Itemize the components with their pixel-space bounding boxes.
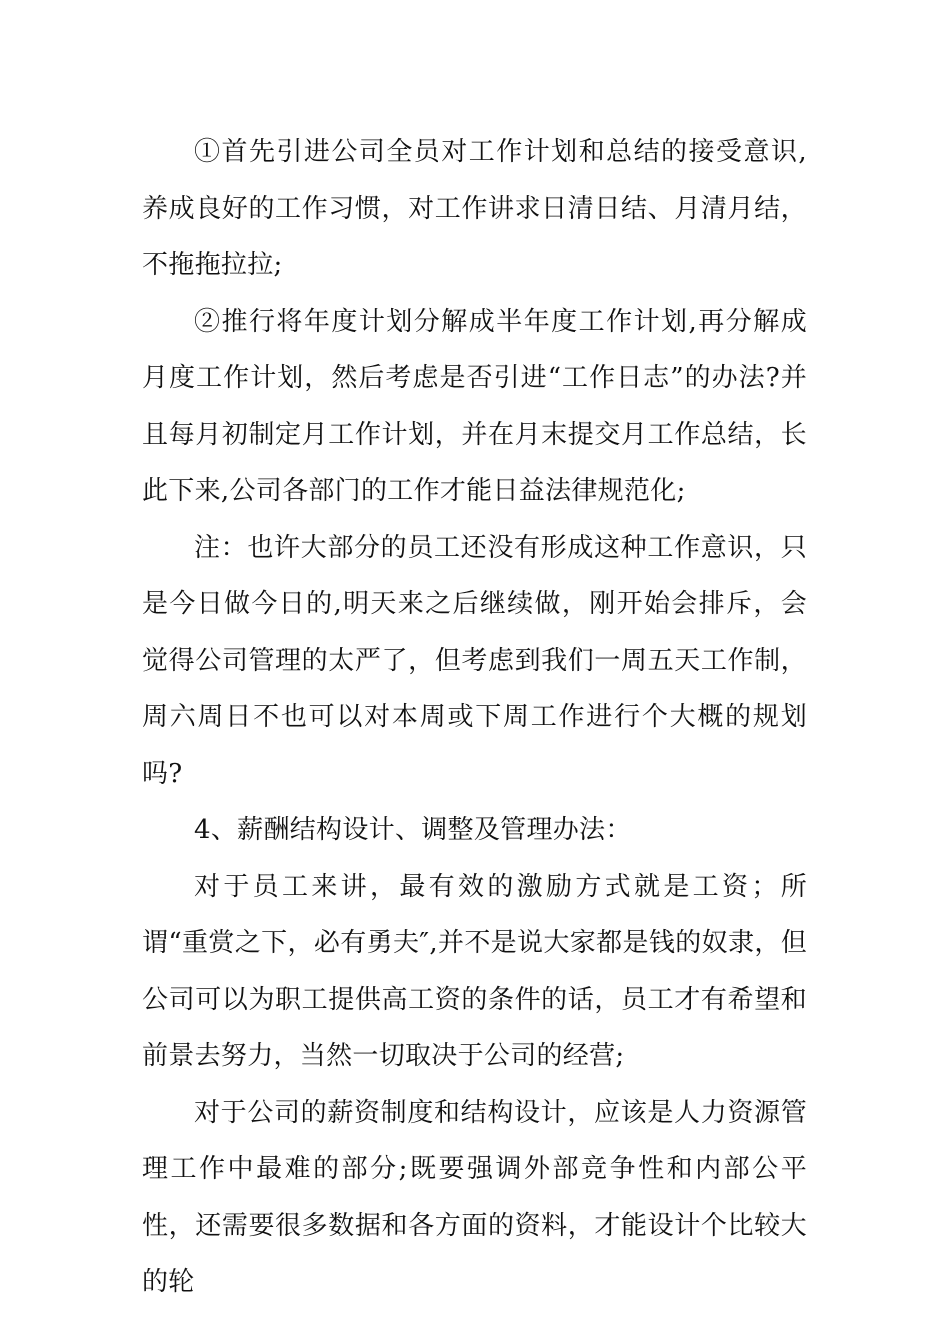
section-heading-salary: 4、薪酬结构设计、调整及管理办法： xyxy=(194,815,632,845)
paragraph-note: 注：也许大部分的员工还没有形成这种工作意识，只是今日做今日的,明天来之后继续做，刚开始会排斥，会觉得公司管理的太严了，但考虑到我们一周五天工作制，周六周日不也可以对本周或下周工作进行个大概的规划吗? xyxy=(142,532,807,789)
document-body xyxy=(142,124,807,1311)
paragraph-plan-breakdown: ②推行将年度计划分解成半年度工作计划,再分解成月度工作计划，然后考虑是否引进“工作日志”的办法?并且每月初制定月工作计划，并在月末提交月工作总结，长此下来,公司各部门的工作才能日益法律规范化; xyxy=(142,306,807,506)
paragraph-plan-awareness: ①首先引进公司全员对工作计划和总结的接受意识,养成良好的工作习惯，对工作讲求日清日结、月清月结，不拖拖拉拉; xyxy=(142,137,807,280)
paragraph-salary-design: 对于公司的薪资制度和结构设计，应该是人力资源管理工作中最难的部分;既要强调外部竞争性和内部公平性，还需要很多数据和各方面的资料，才能设计个比较大的轮 xyxy=(142,1097,807,1297)
paragraph-salary-incentive: 对于员工来讲，最有效的激励方式就是工资；所谓“重赏之下，必有勇夫″,并不是说大家都是钱的奴隶，但公司可以为职工提供高工资的条件的话，员工才有希望和前景去努力，当然一切取决于公司的经营; xyxy=(142,871,807,1071)
